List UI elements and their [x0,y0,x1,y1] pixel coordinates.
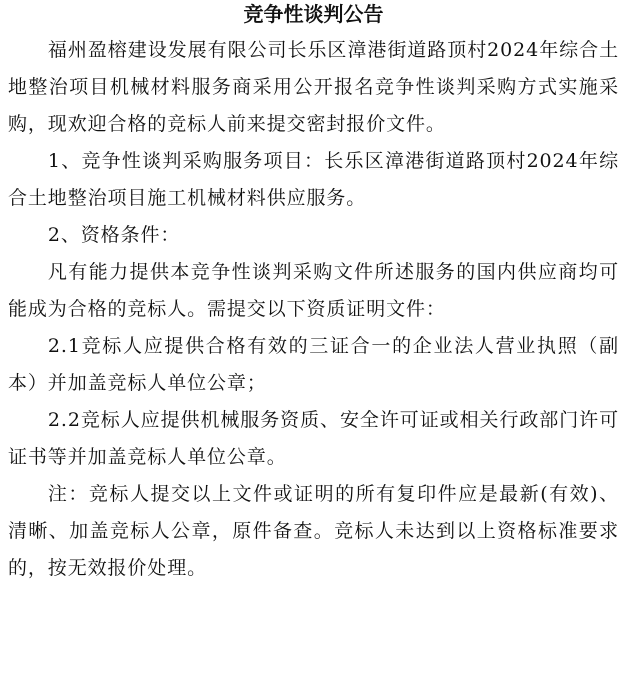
item-2-heading: 2、资格条件： [47,224,181,246]
intro-paragraph: 福州盈榕建设发展有限公司长乐区漳港街道路顶村2024年综合土地整治项目机械材料服务商采用公开报名竞争性谈判采购方式实施采购，现欢迎合格的竞标人前来提交密封报价文件。 [8,39,619,135]
note-paragraph: 注：竞标人提交以上文件或证明的所有复印件应是最新(有效)、清晰、加盖竞标人公章，原件备查。竞标人未达到以上资格标准要求的，按无效报价处理。 [8,483,619,579]
item-2-1-paragraph: 2.1竞标人应提供合格有效的三证合一的企业法人营业执照（副本）并加盖竞标人单位公章； [8,335,619,394]
item-2-body-paragraph: 凡有能力提供本竞争性谈判采购文件所述服务的国内供应商均可能成为合格的竞标人。需提交以下资质证明文件： [8,261,619,320]
item-1-paragraph: 1、竞争性谈判采购服务项目：长乐区漳港街道路顶村2024年综合土地整治项目施工机械材料供应服务。 [8,150,619,209]
document-title: 竞争性谈判公告 [243,2,384,26]
item-2-2-paragraph: 2.2竞标人应提供机械服务资质、安全许可证或相关行政部门许可证书等并加盖竞标人单位公章。 [8,409,619,468]
